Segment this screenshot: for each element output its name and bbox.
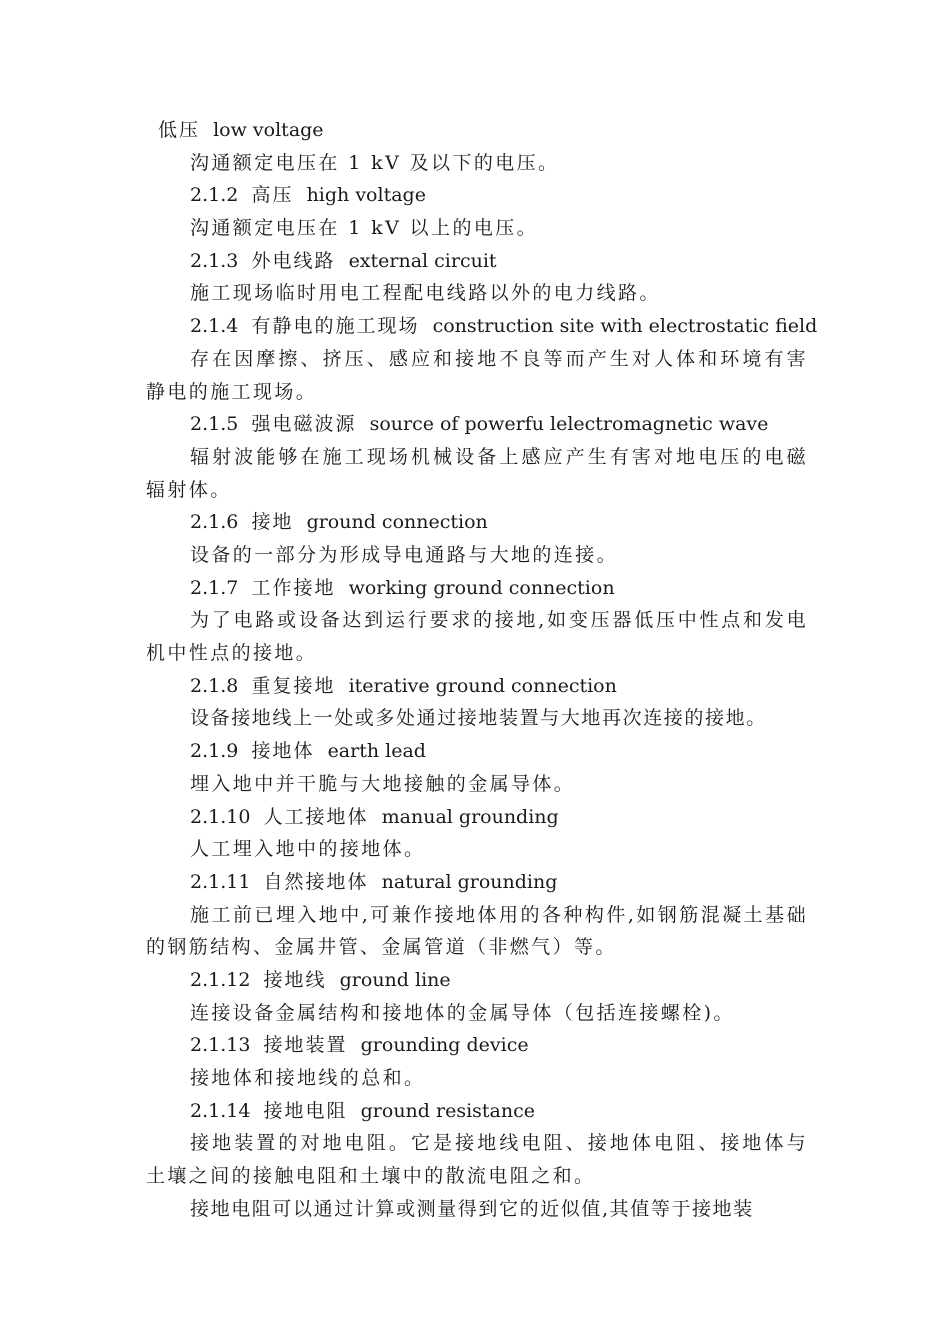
term-number: 2.1.2 xyxy=(190,184,239,207)
term-number: 2.1.10 xyxy=(190,805,251,828)
term-heading xyxy=(146,964,808,997)
term-definition: 接地装置的对地电阻。它是接地线电阻、接地体电阻、接地体与土壤之间的接触电阻和土壤中的散流电阻之和。 xyxy=(146,1132,808,1188)
term-english: external circuit xyxy=(348,249,497,272)
body-paragraph: 接地电阻可以通过计算或测量得到它的近似值,其值等于接地装 xyxy=(190,1197,754,1220)
term-definition: 连接设备金属结构和接地体的金属导体（包括连接螺栓)。 xyxy=(190,1001,735,1024)
term-english: natural grounding xyxy=(381,870,558,893)
term-chinese: 工作接地 xyxy=(251,576,336,599)
term-english: iterative ground connection xyxy=(348,674,617,697)
term-heading xyxy=(146,245,808,278)
term-english: manual grounding xyxy=(381,805,559,828)
term-definition: 接地体和接地线的总和。 xyxy=(190,1067,426,1090)
term-chinese: 强电磁波源 xyxy=(251,413,357,436)
term-definition: 辐射波能够在施工现场机械设备上感应产生有害对地电压的电磁辐射体。 xyxy=(146,445,808,501)
term-english: high voltage xyxy=(306,184,426,207)
term-definition: 施工现场临时用电工程配电线路以外的电力线路。 xyxy=(190,282,661,305)
document-body xyxy=(146,114,818,1226)
term-chinese: 自然接地体 xyxy=(263,870,369,893)
term-chinese: 有静电的施工现场 xyxy=(251,315,420,338)
term-chinese: 接地线 xyxy=(263,969,327,991)
term-chinese: 低压 xyxy=(158,119,201,141)
term-chinese: 外电线路 xyxy=(251,249,336,272)
term-heading xyxy=(146,866,808,899)
term-definition: 沟通额定电压在 1 kV 及以下的电压。 xyxy=(190,151,560,174)
term-chinese: 接地电阻 xyxy=(263,1099,348,1122)
term-number: 2.1.6 xyxy=(190,511,239,534)
term-number: 2.1.8 xyxy=(190,674,239,697)
term-number: 2.1.4 xyxy=(190,315,239,338)
term-number: 2.1.9 xyxy=(190,740,239,763)
term-english: low voltage xyxy=(213,119,324,141)
term-heading xyxy=(146,310,818,343)
term-chinese: 接地 xyxy=(251,511,294,534)
term-definition: 为了电路或设备达到运行要求的接地,如变压器低压中性点和发电机中性点的接地。 xyxy=(146,609,808,665)
term-heading xyxy=(146,735,808,768)
term-english: earth lead xyxy=(327,740,426,763)
term-number: 2.1.3 xyxy=(190,249,239,272)
term-english: ground connection xyxy=(306,511,488,534)
term-number: 2.1.7 xyxy=(190,576,239,599)
term-number: 2.1.12 xyxy=(190,969,251,991)
term-definition: 埋入地中并干脆与大地接触的金属导体。 xyxy=(190,772,576,795)
term-number: 2.1.13 xyxy=(190,1034,251,1057)
term-definition: 存在因摩擦、挤压、感应和接地不良等而产生对人体和环境有害静电的施工现场。 xyxy=(146,347,808,403)
term-number: 2.1.14 xyxy=(190,1099,251,1122)
term-heading xyxy=(146,1029,808,1062)
term-heading xyxy=(146,801,808,834)
term-english: ground line xyxy=(339,969,451,991)
term-definition: 施工前已埋入地中,可兼作接地体用的各种构件,如钢筋混凝土基础的钢筋结构、金属井管、金属管道（非燃气）等。 xyxy=(146,903,808,959)
term-definition: 设备接地线上一处或多处通过接地装置与大地再次连接的接地。 xyxy=(190,707,767,730)
term-heading xyxy=(146,179,808,212)
term-heading xyxy=(146,670,808,703)
term-english: ground resistance xyxy=(360,1099,535,1122)
term-chinese: 接地体 xyxy=(251,740,315,763)
term-chinese: 重复接地 xyxy=(251,674,336,697)
term-heading xyxy=(146,506,808,539)
term-definition: 设备的一部分为形成导电通路与大地的连接。 xyxy=(190,544,619,566)
term-english: source of powerfu lelectromagnetic wave xyxy=(369,413,769,436)
term-heading xyxy=(146,408,808,441)
term-english: working ground connection xyxy=(348,576,615,599)
term-heading xyxy=(146,572,808,605)
term-number: 2.1.5 xyxy=(190,413,239,436)
term-chinese: 高压 xyxy=(251,184,294,207)
term-english: grounding device xyxy=(360,1034,529,1057)
term-heading xyxy=(146,1095,808,1128)
term-heading xyxy=(146,114,808,147)
term-number: 2.1.11 xyxy=(190,870,251,893)
term-english: construction site with electrostatic field xyxy=(432,315,818,338)
term-definition: 沟通额定电压在 1 kV 以上的电压。 xyxy=(190,217,539,240)
term-chinese: 接地装置 xyxy=(263,1034,348,1057)
term-chinese: 人工接地体 xyxy=(263,805,369,828)
term-definition: 人工埋入地中的接地体。 xyxy=(190,838,426,861)
